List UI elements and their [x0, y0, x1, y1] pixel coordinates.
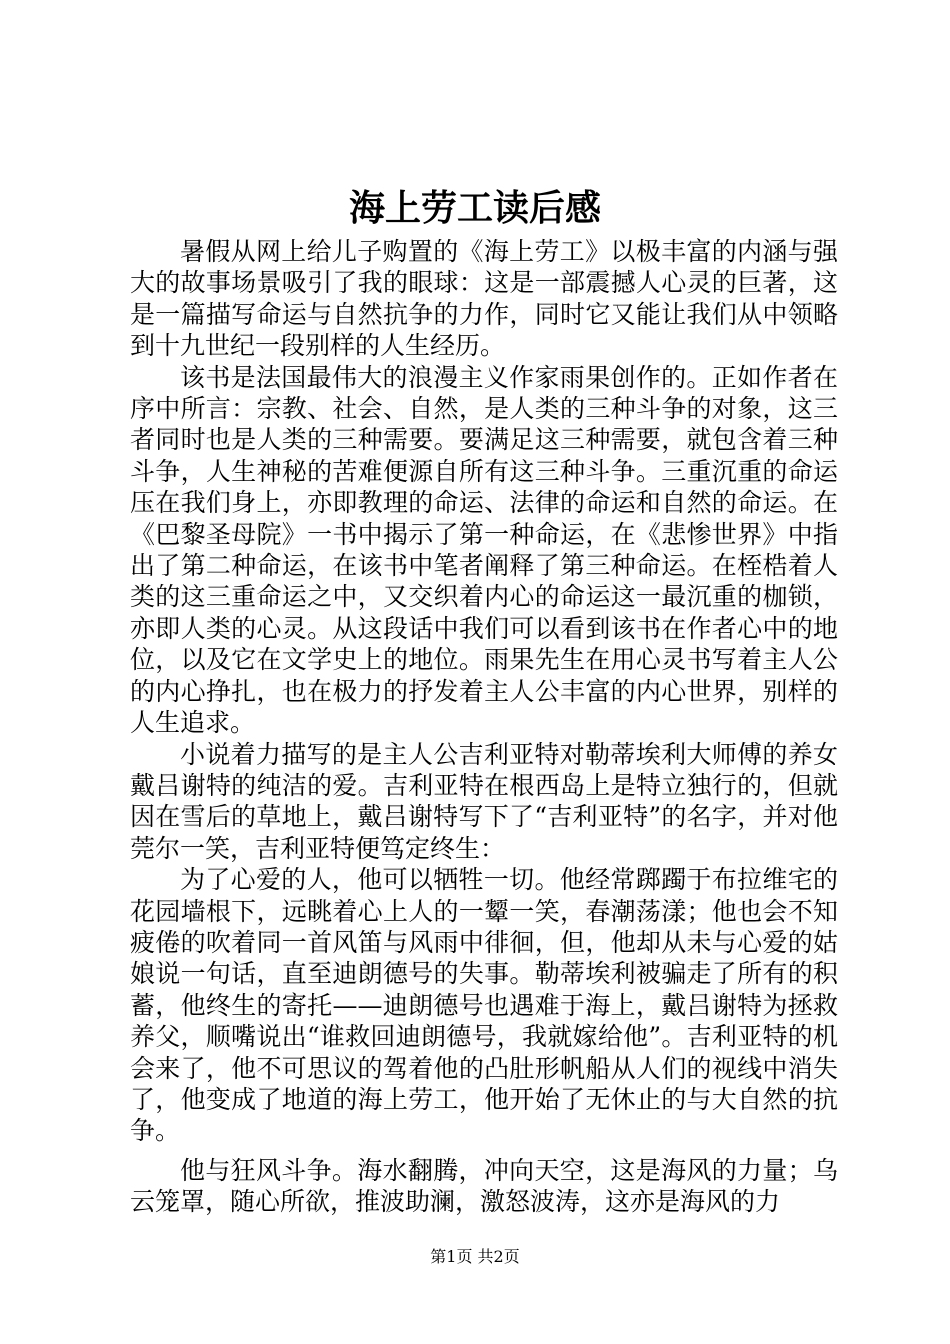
document-title: 海上劳工读后感	[348, 187, 601, 229]
paragraph-5: 他与狂风斗争。海水翻腾，冲向天空，这是海风的力量；乌云笼罩，随心所欲，推波助澜，激怒波涛，这亦是海风的力	[130, 1155, 838, 1217]
document-body	[130, 236, 838, 1218]
paragraph-1: 暑假从网上给儿子购置的《海上劳工》以极丰富的内涵与强大的故事场景吸引了我的眼球：这是一部震撼人心灵的巨著，这是一篇描写命运与自然抗争的力作，同时它又能让我们从中领略到十九世纪一段别样的人生经历。	[130, 237, 838, 361]
paragraph-3: 小说着力描写的是主人公吉利亚特对勒蒂埃利大师傅的养女戴吕谢特的纯洁的爱。吉利亚特在根西岛上是特立独行的，但就因在雪后的草地上，戴吕谢特写下了“吉利亚特”的名字，并对他莞尔一笑，吉利亚特便笃定终生：	[130, 739, 838, 863]
paragraph-4: 为了心爱的人，他可以牺牲一切。他经常踯躅于布拉维宅的花园墙根下，远眺着心上人的一颦一笑，春潮荡漾；他也会不知疲倦的吹着同一首风笛与风雨中徘徊，但，他却从未与心爱的姑娘说一句话，直至迪朗德号的失事。勒蒂埃利被骗走了所有的积蓄，他终生的寄托——迪朗德号也遇难于海上，戴吕谢特为拯救养父，顺嘴说出“谁救回迪朗德号，我就嫁给他”。吉利亚特的机会来了，他不可思议的驾着他的凸肚形帆船从人们的视线中消失了，他变成了地道的海上劳工，他开始了无休止的与大自然的抗争。	[130, 865, 838, 1146]
paragraph-2: 该书是法国最伟大的浪漫主义作家雨果创作的。正如作者在序中所言：宗教、社会、自然，是人类的三种斗争的对象，这三者同时也是人类的三种需要。要满足这三种需要，就包含着三种斗争，人生神秘的苦难便源自所有这三种斗争。三重沉重的命运压在我们身上，亦即教理的命运、法律的命运和自然的命运。在《巴黎圣母院》一书中揭示了第一种命运，在《悲惨世界》中指出了第二种命运，在该书中笔者阐释了第三种命运。在桎梏着人类的这三重命运之中，又交织着内心的命运这一最沉重的枷锁，亦即人类的心灵。从这段话中我们可以看到该书在作者心中的地位，以及它在文学史上的地位。雨果先生在用心灵书写着主人公的内心挣扎，也在极力的抒发着主人公丰富的内心世界，别样的人生追求。	[130, 362, 838, 738]
page-footer: 第1页 共2页	[430, 1247, 520, 1266]
